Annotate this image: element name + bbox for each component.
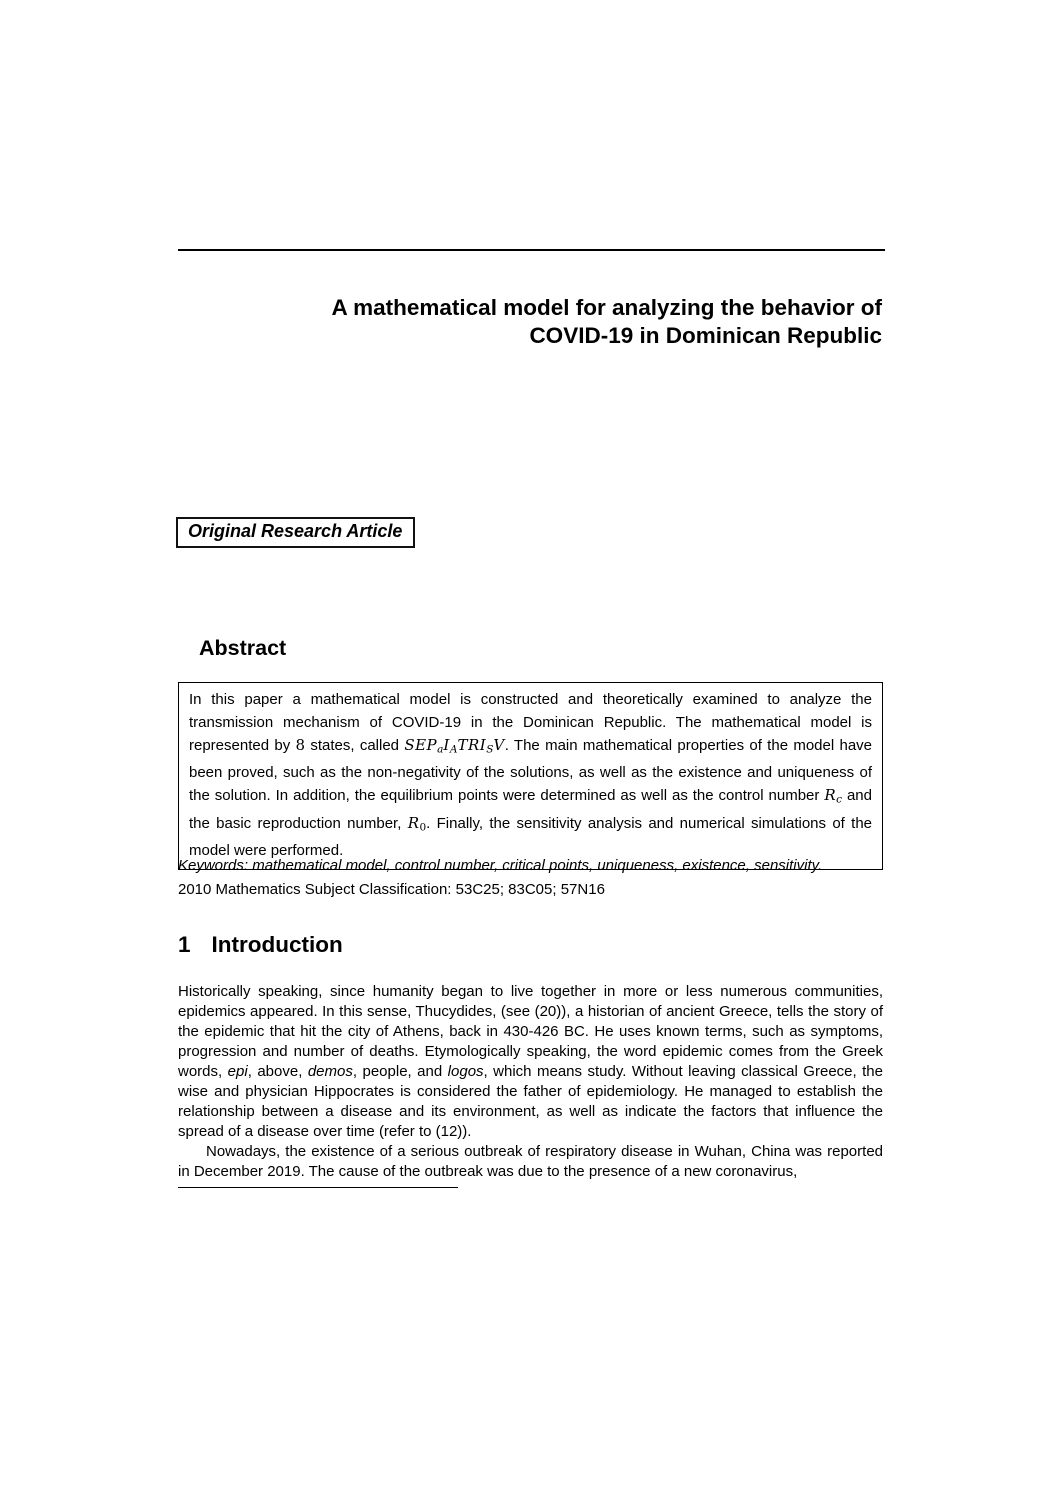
paper-title bbox=[178, 294, 882, 350]
abstract-heading: Abstract bbox=[199, 636, 287, 660]
intro-paragraph-1: Historically speaking, since humanity began to live together in more or less numerous communities, epidemics appeared. In this sense, Thucydides, (see (20)), a historian of ancient Greece, tells the story of the epidemic that hit the city of Athens, back in 430-426 BC. He uses known terms, such as symptoms, progression and number of deaths. Etymologically speaking, the word epidemic comes from the Greek words, epi, above, demos, people, and logos, which means study. Without leaving classical Greece, the wise and physician Hippocrates is considered the father of epidemiology. He managed to establish the relationship between a disease and its environment, as well as indicate the factors that influence the spread of a disease over time (refer to (12)). bbox=[178, 983, 883, 1140]
footnote-rule bbox=[178, 1187, 458, 1188]
section-heading-introduction bbox=[178, 932, 343, 958]
keywords-line: Keywords: mathematical model, control number, critical points, uniqueness, existence, sensitivity. bbox=[178, 857, 823, 874]
msc-line: 2010 Mathematics Subject Classification: 53C25; 83C05; 57N16 bbox=[178, 881, 605, 898]
paper-title-line1: A mathematical model for analyzing the behavior of bbox=[331, 295, 882, 320]
section-title: Introduction bbox=[211, 932, 343, 957]
abstract-text: In this paper a mathematical model is constructed and theoretically examined to analyze the transmission mechanism of COVID-19 in the Dominican Republic. The mathematical model is represented by 8 states, called SEPaIATRISV. The main mathematical properties of the model have been proved, such as the non-negativity of the solutions, as well as the existence and uniqueness of the solution. In addition, the equilibrium points were determined as well as the control number Rc and the basic reproduction number, R0. Finally, the sensitivity analysis and numerical simulations of the model were performed. bbox=[189, 691, 873, 859]
article-type-badge: Original Research Article bbox=[176, 517, 415, 548]
intro-paragraph-2: Nowadays, the existence of a serious outbreak of respiratory disease in Wuhan, China was reported in December 2019. The cause of the outbreak was due to the presence of a new coronavirus, bbox=[178, 1143, 883, 1180]
section-number: 1 bbox=[178, 932, 191, 957]
paper-title-line2: COVID-19 in Dominican Republic bbox=[529, 323, 882, 348]
header-rule bbox=[178, 249, 885, 251]
abstract-box bbox=[178, 682, 883, 870]
introduction-body bbox=[178, 982, 883, 1182]
